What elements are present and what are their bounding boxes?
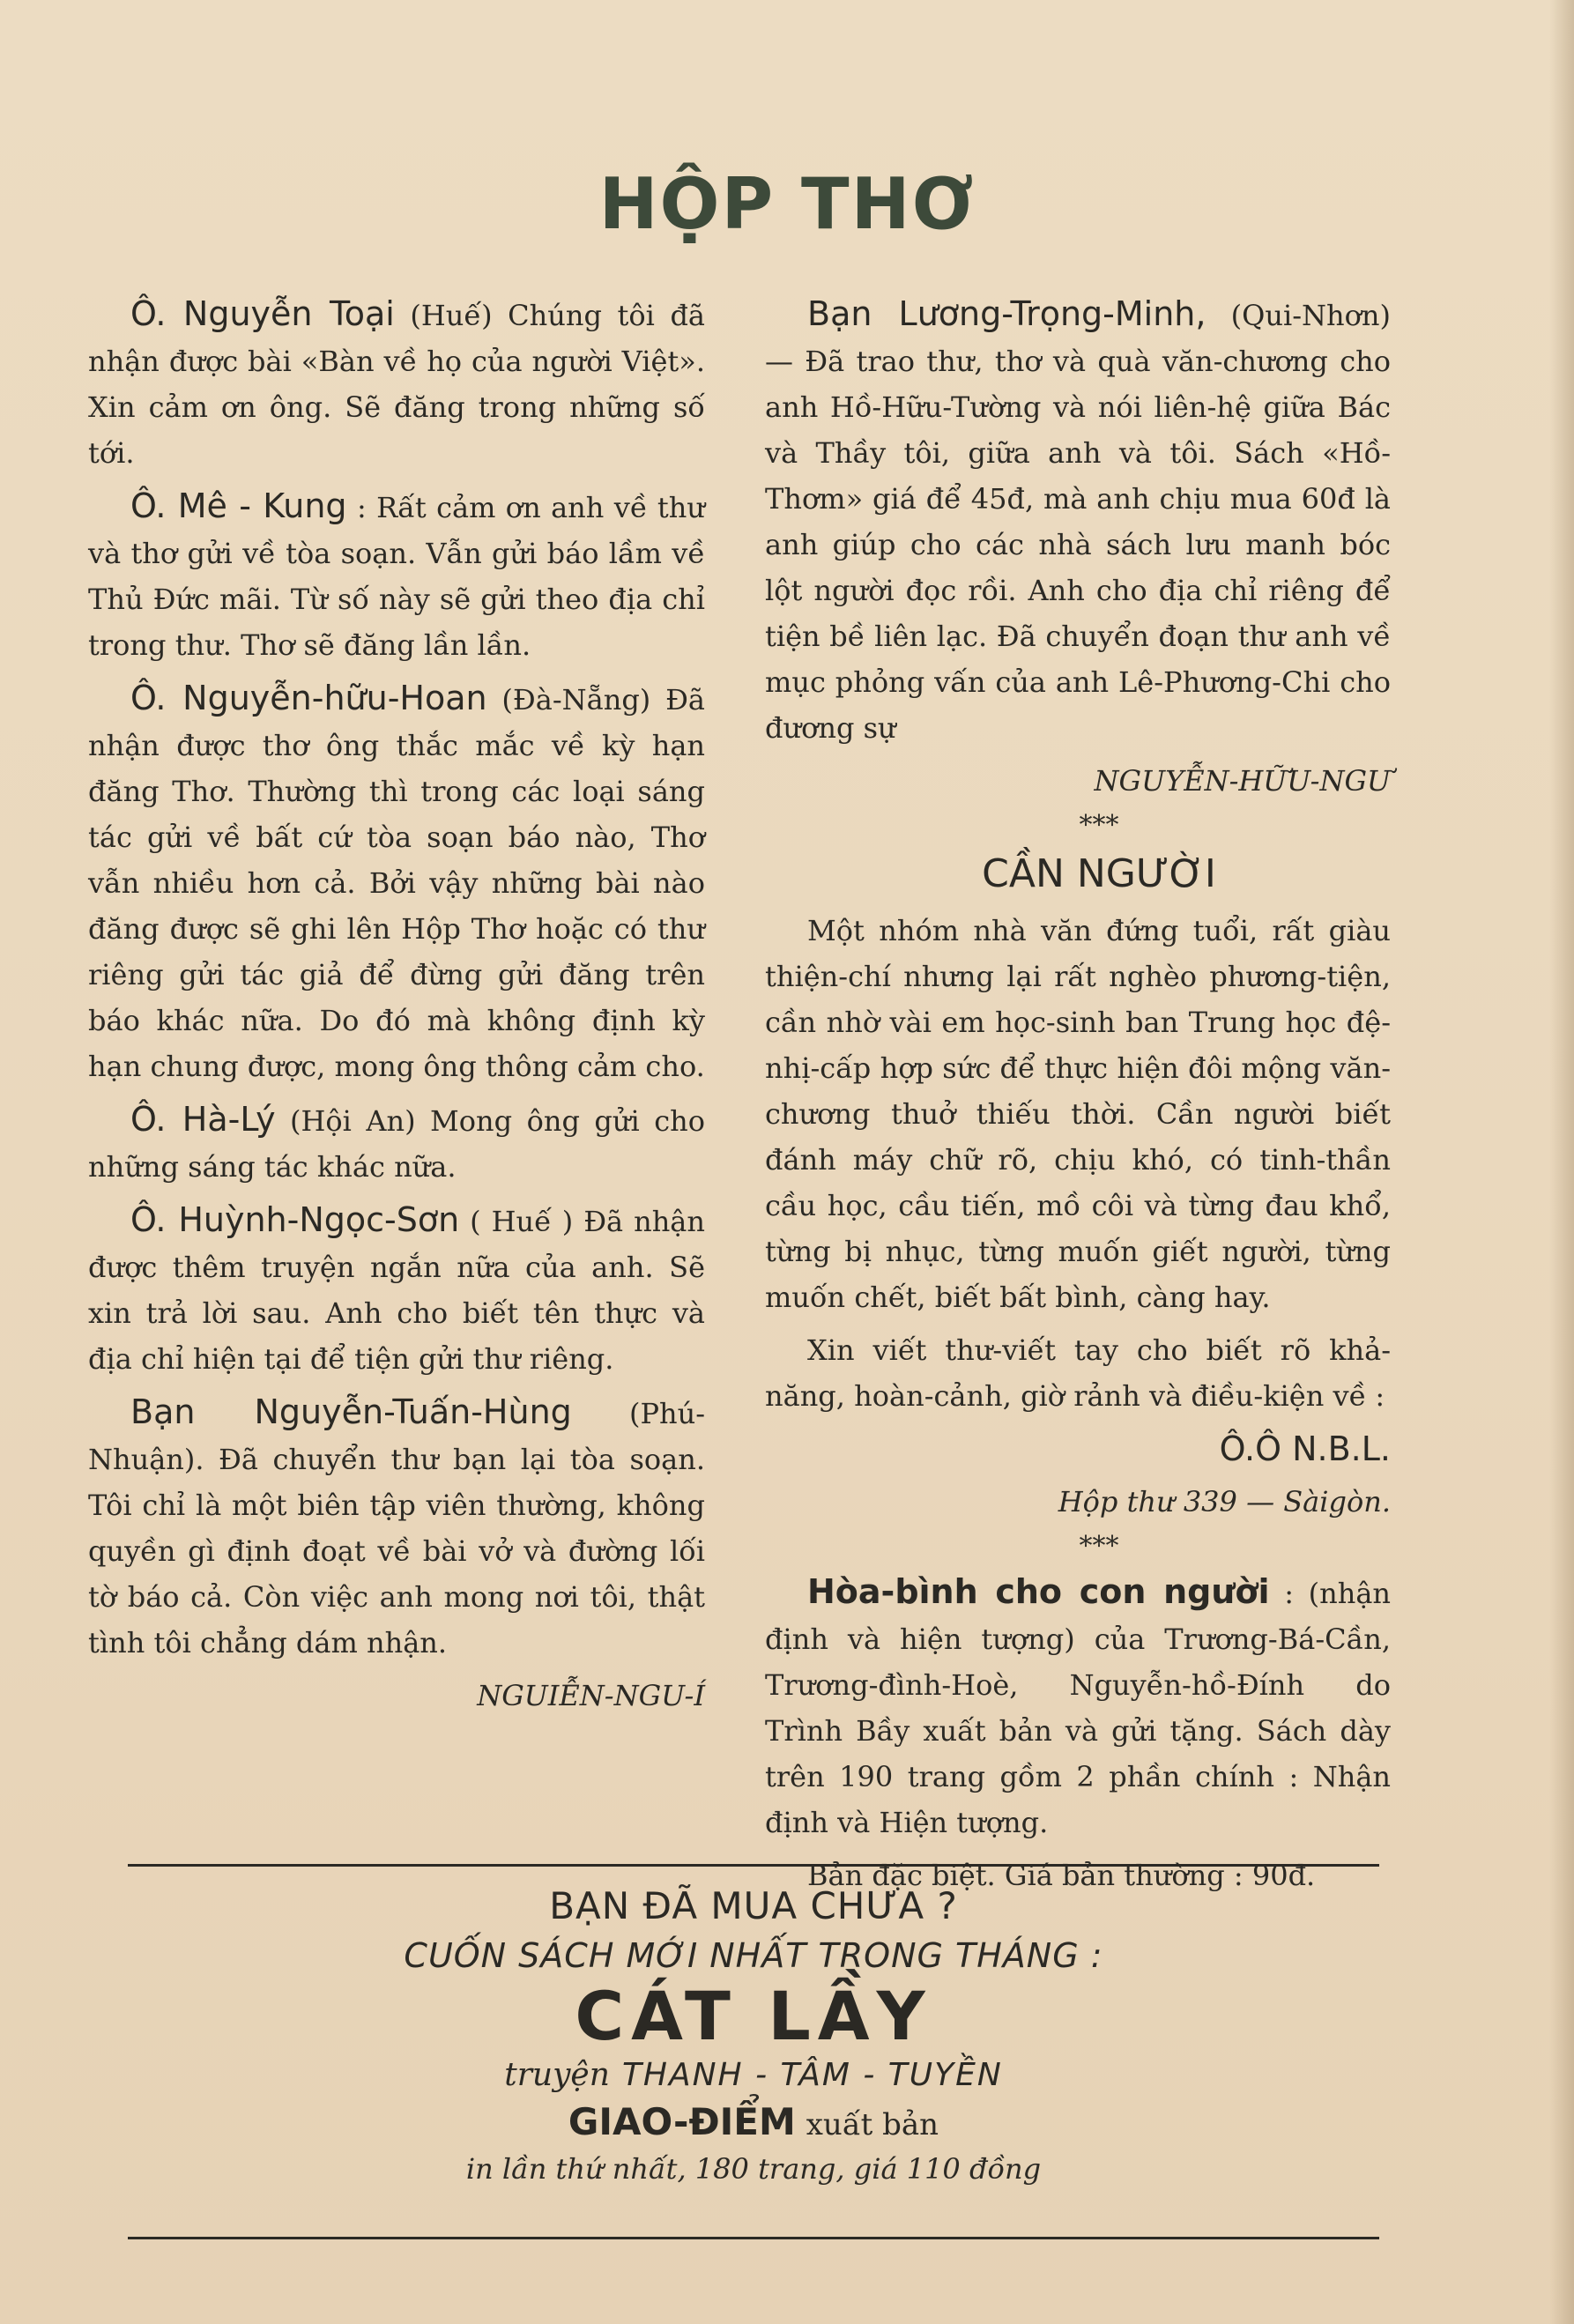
ad-publisher: GIAO-ĐIỂM: [568, 2100, 796, 2143]
ad-book-title: CÁT LẦY: [575, 1977, 932, 2055]
letter-reply: [88, 1389, 705, 1666]
contact-name: Ô.Ô N.B.L.: [1219, 1429, 1391, 1468]
reply-text: (Đà-Nẵng) Đã nhận được thơ ông thắc mắc về kỳ hạn đăng Thơ. Thường thì trong các loại sáng tác gửi về bất cứ tòa soạn báo nào, Thơ vẫn nhiều hơn cả. Bởi vậy những bài nào đăng được sẽ ghi lên Hộp Thơ hoặc có thư riêng gửi tác giả để đừng gửi đăng trên báo khác nữa. Do đó mà không định kỳ hạn chung được, mong ông thông cảm cho.: [88, 683, 706, 1083]
ad-publisher-suffix: xuất bản: [806, 2107, 939, 2142]
signature: NGUIỄN-NGU-Í: [477, 1679, 705, 1712]
recipient-name: Ô. Nguyễn-hữu-Hoan: [130, 679, 487, 717]
reply-text: (Phú-Nhuận). Đã chuyển thư bạn lại tòa soạn. Tôi chỉ là một biên tập viên thường, không quyền gì định đoạt về bài vở và đường lối tờ báo cả. Còn việc anh mong nơi tôi, thật tình tôi chẳng dám nhận.: [88, 1397, 706, 1659]
recipient-name: Ô. Nguyễn Toại: [130, 294, 395, 333]
ad-headline: BẠN ĐÃ MUA CHƯA ?: [549, 1884, 958, 1927]
letter-reply: [88, 675, 705, 1089]
contact-address: Hộp thư 339 — Sàigòn.: [1058, 1485, 1391, 1518]
letter-reply: [765, 291, 1391, 751]
reply-text: ( Huế ) Đã nhận được thêm truyện ngắn nữa của anh. Sẽ xin trả lời sau. Anh cho biết tên thực và địa chỉ hiện tại để tiện gửi thư riêng.: [88, 1205, 705, 1376]
ad-subheadline: CUỐN SÁCH MỚI NHẤT TRONG THÁNG :: [404, 1936, 1103, 1975]
section-separator: ***: [1079, 1531, 1119, 1562]
recipient-name: Bạn Nguyễn-Tuấn-Hùng: [130, 1392, 572, 1431]
signature: NGUYỄN-HỮU-NGƯ: [1094, 764, 1391, 798]
book-notice: [765, 1569, 1391, 1845]
reply-text: (Hội An) Mong ông gửi cho những sáng tác khác nữa.: [88, 1104, 705, 1184]
letter-reply: [88, 1197, 705, 1382]
ad-publisher-line: [128, 2100, 1379, 2143]
book-title: Hòa-bình cho con người: [807, 1572, 1270, 1611]
reply-text: : Rất cảm ơn anh về thư và thơ gửi về tòa soạn. Vẫn gửi báo lầm về Thủ Đức mãi. Từ số này sẽ gửi theo địa chỉ trong thư. Thơ sẽ đăng lần lần.: [88, 491, 705, 662]
recipient-name: Bạn Lương-Trọng-Minh,: [807, 294, 1206, 333]
book-description: : (nhận định và hiện tượng) của Trương-Bá-Cần, Trương-đình-Hoè, Nguyễn-hồ-Đính do Trình Bầy xuất bản và gửi tặng. Sách dày trên 190 trang gồm 2 phần chính : Nhận định và Hiện tượng.: [765, 1577, 1392, 1839]
ad-genre: truyện: [504, 2057, 610, 2093]
recipient-name: Ô. Hà-Lý: [130, 1100, 276, 1139]
left-column: [88, 291, 705, 1726]
ad-author-line: [128, 2057, 1379, 2093]
notice-text: Một nhóm nhà văn đứng tuổi, rất giàu thiện-chí nhưng lại rất nghèo phương-tiện, cần nhờ vài em học-sinh ban Trung học đệ-nhị-cấp hợp sức để thực hiện đôi mộng văn-chương thuở thiếu thời. Cần người biết đánh máy chữ rõ, chịu khó, có tinh-thần cầu học, cầu tiến, mồ côi và từng đau khổ, từng bị nhục, từng muốn giết người, từng muốn chết, biết bất bình, càng hay.: [765, 914, 1391, 1314]
recipient-name: Ô. Mê - Kung: [130, 486, 347, 525]
right-column: [765, 291, 1391, 1905]
book-price: Bản đặc biệt. Giá bản thường : 90đ.: [807, 1859, 1316, 1892]
book-advertisement: [128, 1864, 1379, 2239]
ad-author: THANH - TÂM - TUYỀN: [621, 2057, 1003, 2093]
notice-text: Xin viết thư-viết tay cho biết rõ khả-năng, hoàn-cảnh, giờ rảnh và điều-kiện về :: [765, 1333, 1391, 1413]
page-edge-shadow: [1549, 0, 1574, 2324]
ad-edition: in lần thứ nhất, 180 trang, giá 110 đồng: [465, 2152, 1042, 2186]
reply-text: (Huế) Chúng tôi đã nhận được bài «Bàn về họ của người Việt». Xin cảm ơn ông. Sẽ đăng trong những số tới.: [88, 299, 706, 470]
recipient-name: Ô. Huỳnh-Ngọc-Sơn: [130, 1200, 460, 1239]
letter-reply: [88, 1096, 705, 1190]
section-separator: ***: [1079, 810, 1119, 841]
letter-reply: [88, 291, 705, 476]
letter-reply: [88, 483, 705, 668]
reply-text: (Qui-Nhơn) — Đã trao thư, thơ và quà văn-chương cho anh Hồ-Hữu-Tường và nói liên-hệ giữa Bác và Thầy tôi, giữa anh và tôi. Sách «Hồ-Thơm» giá để 45đ, mà anh chịu mua 60đ là anh giúp cho các nhà sách lưu manh bóc lột người đọc rồi. Anh cho địa chỉ riêng để tiện bề liên lạc. Đã chuyển đoạn thư anh về mục phỏng vấn của anh Lê-Phương-Chi cho đương sự: [765, 299, 1391, 745]
section-heading: CẦN NGƯỜI: [982, 851, 1216, 896]
page-title: HỘP THƠ: [598, 163, 976, 245]
